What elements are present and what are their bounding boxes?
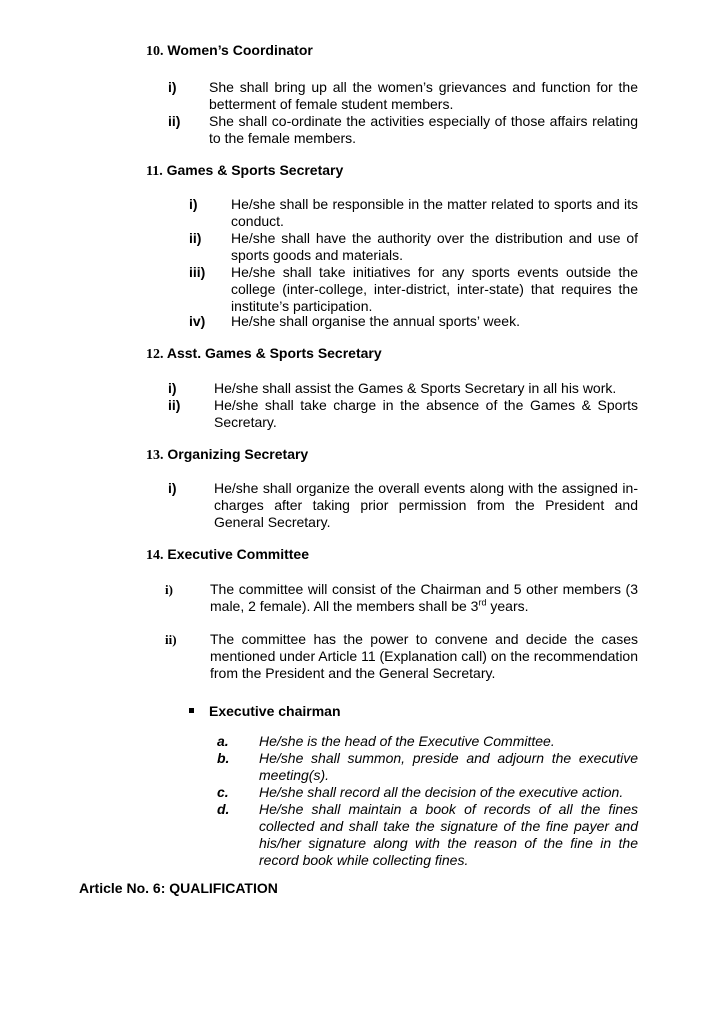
item-marker: d. [217,801,230,817]
list-item [189,196,638,230]
item-marker: ii) [189,230,202,246]
item-marker: i) [168,480,177,496]
item-text: He/she shall record all the decision of the executive action. [259,784,624,800]
list-item [168,113,638,147]
item-text: He/she shall maintain a book of records of all the fines collected and shall take the signature of the fine payer and his/her signature along with the reason of the fine in the record book while collecting fines. [259,801,638,868]
item-marker: i) [168,79,177,95]
item-marker: i) [168,380,177,396]
list-item [165,581,638,615]
section-number: 14. [146,548,164,563]
section-number: 13. [146,448,164,463]
item-text: She shall co-ordinate the activities especially of those affairs relating to the female members. [209,113,638,146]
section-title: Asst. Games & Sports Secretary [166,345,382,361]
list-item [217,733,638,750]
section-title: Women’s Coordinator [167,42,313,58]
item-marker: i) [165,582,173,597]
item-text: She shall bring up all the women’s grievances and function for the betterment of female student members. [209,79,638,112]
list-item [168,79,638,113]
section-title: Games & Sports Secretary [166,162,344,178]
bullet-title: Executive chairman [209,703,341,719]
item-text: He/she shall take charge in the absence of the Games & Sports Secretary. [214,397,638,430]
item-marker: a. [217,733,229,749]
list-item [217,784,638,801]
section-13-heading [146,446,308,464]
section-title: Organizing Secretary [167,446,309,462]
item-marker: ii) [168,397,181,413]
list-item [189,313,638,330]
item-marker: ii) [168,113,181,129]
item-marker: iv) [189,313,206,329]
section-11-heading [146,162,343,180]
item-text: He/she shall take initiatives for any sports events outside the college (inter-college, inter-district, inter-state) that requires the institute’s participation. [231,264,638,314]
section-number: 11. [146,164,163,179]
item-text: He/she shall be responsible in the matter related to sports and its conduct. [231,196,638,229]
item-text: He/she shall have the authority over the distribution and use of sports goods and materials. [231,230,638,263]
square-bullet-icon [189,708,194,713]
list-item [217,801,638,869]
item-text: The committee will consist of the Chairman and 5 other members (3 male, 2 female). All the members shall be 3rd years. [210,581,638,614]
list-item [189,230,638,264]
item-text: He/she shall organize the overall events along with the assigned in-charges after taking prior permission from the President and General Secretary. [214,480,638,530]
article-heading: Article No. 6: QUALIFICATION [79,880,278,896]
item-marker: b. [217,750,230,766]
item-text: He/she is the head of the Executive Committee. [259,733,555,749]
section-12-heading [146,345,382,363]
item-marker: iii) [189,264,206,280]
list-item [189,264,638,315]
section-14-heading [146,546,309,564]
item-text: He/she shall assist the Games & Sports Secretary in all his work. [214,380,617,396]
section-number: 12. [146,347,164,362]
item-marker: ii) [165,632,177,647]
list-item [165,631,638,682]
section-number: 10. [146,44,164,59]
item-text: He/she shall organise the annual sports’ week. [231,313,520,329]
section-10-heading [146,42,313,60]
item-text: He/she shall summon, preside and adjourn the executive meeting(s). [259,750,638,783]
item-marker: c. [217,784,229,800]
list-item [217,750,638,784]
list-item [168,380,638,397]
list-item [168,397,638,431]
item-marker: i) [189,196,198,212]
section-title: Executive Committee [167,546,309,562]
item-text: The committee has the power to convene and decide the cases mentioned under Article 11 (Explanation call) on the recommendation from the President and the General Secretary. [210,631,638,681]
list-item [168,480,638,531]
